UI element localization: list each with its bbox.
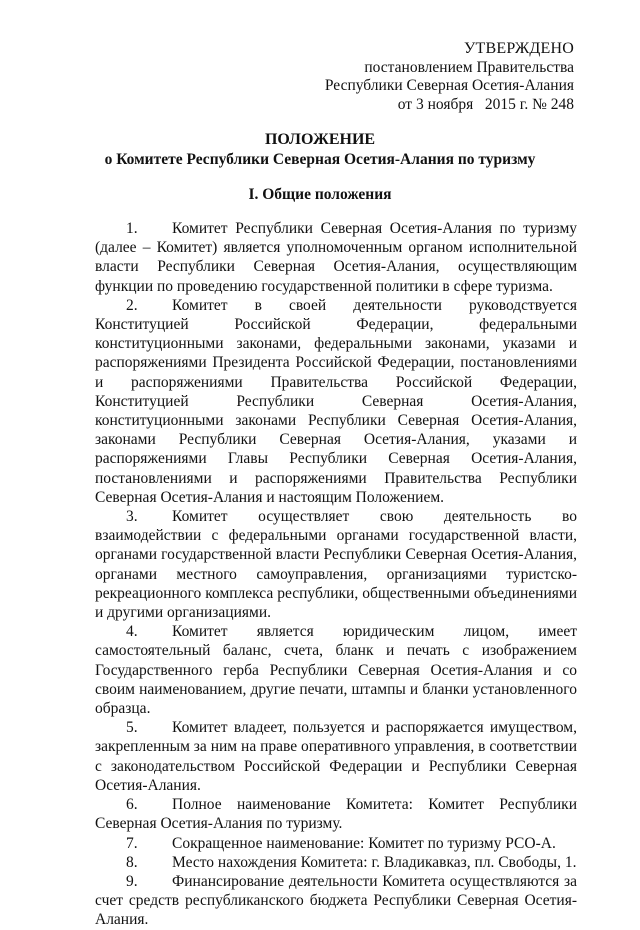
paragraph-text: Комитет владеет, пользуется и распоряжается имуществом, закрепленным за ним на праве оперативного управления, в соответствии с законодательством Российской Федерации и Республики Северная Осетия-Алания.	[95, 719, 577, 794]
paragraph-text: Комитет Республики Северная Осетия-Алания по туризму (далее – Комитет) является уполномоченным органом исполнительной власти Республики Северная Осетия-Алания, осуществляющим функции по проведению государственной политики в сфере туризма.	[95, 220, 577, 295]
paragraph-number: 1.	[126, 220, 138, 237]
paragraph-text: Финансирование деятельности Комитета осуществляются за счет средств республиканского бюджета Республики Северная Осетия-Алания.	[95, 872, 577, 929]
paragraph-number: 2.	[126, 296, 138, 314]
paragraph-number: 9.	[126, 872, 138, 890]
document-body	[95, 219, 577, 930]
paragraph-6	[95, 795, 577, 833]
paragraph-3	[95, 507, 577, 622]
paragraph-text: Полное наименование Комитета: Комитет Республики Северная Осетия-Алания по туризму.	[95, 796, 577, 833]
paragraph-number: 8.	[126, 853, 138, 871]
paragraph-text: Комитет является юридическим лицом, имеет самостоятельный баланс, счета, бланк и печать с изображением Государственного герба Республики Северная Осетия-Алания и со своим наименованием, другие печати, штампы и бланки установленного образца.	[95, 623, 577, 718]
approval-line-2: Республики Северная Осетия-Алания	[324, 77, 574, 94]
paragraph-7	[95, 834, 577, 853]
paragraph-number: 3.	[126, 508, 138, 526]
paragraph-number: 6.	[126, 796, 138, 814]
paragraph-9	[95, 872, 577, 930]
paragraph-number: 5.	[126, 719, 138, 737]
document-title: ПОЛОЖЕНИЕ	[264, 131, 376, 148]
paragraph-8	[95, 853, 577, 872]
paragraph-5	[95, 718, 577, 795]
approved-label: УТВЕРЖДЕНО	[463, 40, 574, 57]
approval-line-1: постановлением Правительства	[364, 58, 574, 76]
paragraph-4	[95, 622, 577, 718]
document-subtitle: о Комитете Республики Северная Осетия-Алания по туризму	[104, 151, 536, 168]
section-heading: I. Общие положения	[248, 186, 392, 203]
paragraph-text: Комитет осуществляет свою деятельность во взаимодействии с федеральными органами государственной власти, органами государственной власти Республики Северная Осетия-Алания, органами местного самоуправления, организациями туристско-рекреационного комплекса республики, общественными объединениями и другими организациями.	[95, 508, 577, 622]
paragraph-text: Место нахождения Комитета: г. Владикавказ, пл. Свободы, 1.	[172, 853, 577, 871]
approval-line-3: от 3 ноября 2015 г. № 248	[397, 95, 574, 113]
paragraph-number: 4.	[126, 623, 138, 641]
approval-stamp-block	[325, 40, 574, 114]
paragraph-2	[95, 296, 577, 507]
paragraph-number: 7.	[126, 834, 138, 852]
paragraph-1	[95, 219, 577, 296]
paragraph-text: Комитет в своей деятельности руководствуется Конституцией Российской Федерации, федеральными конституционными законами, федеральными законами, указами и распоряжениями Президента Российской Федерации, постановлениями и распоряжениями Правительства Российской Федерации, Конституцией Республики Северная Осетия-Алания, конституционными законами Республики Северная Осетия-Алания, законами Республики Северная Осетия-Алания, указами и распоряжениями Главы Республики Северная Осетия-Алания, постановлениями и распоряжениями Правительства Республики Северная Осетия-Алания и настоящим Положением.	[95, 296, 577, 506]
paragraph-text: Сокращенное наименование: Комитет по туризму РСО-А.	[172, 834, 556, 852]
